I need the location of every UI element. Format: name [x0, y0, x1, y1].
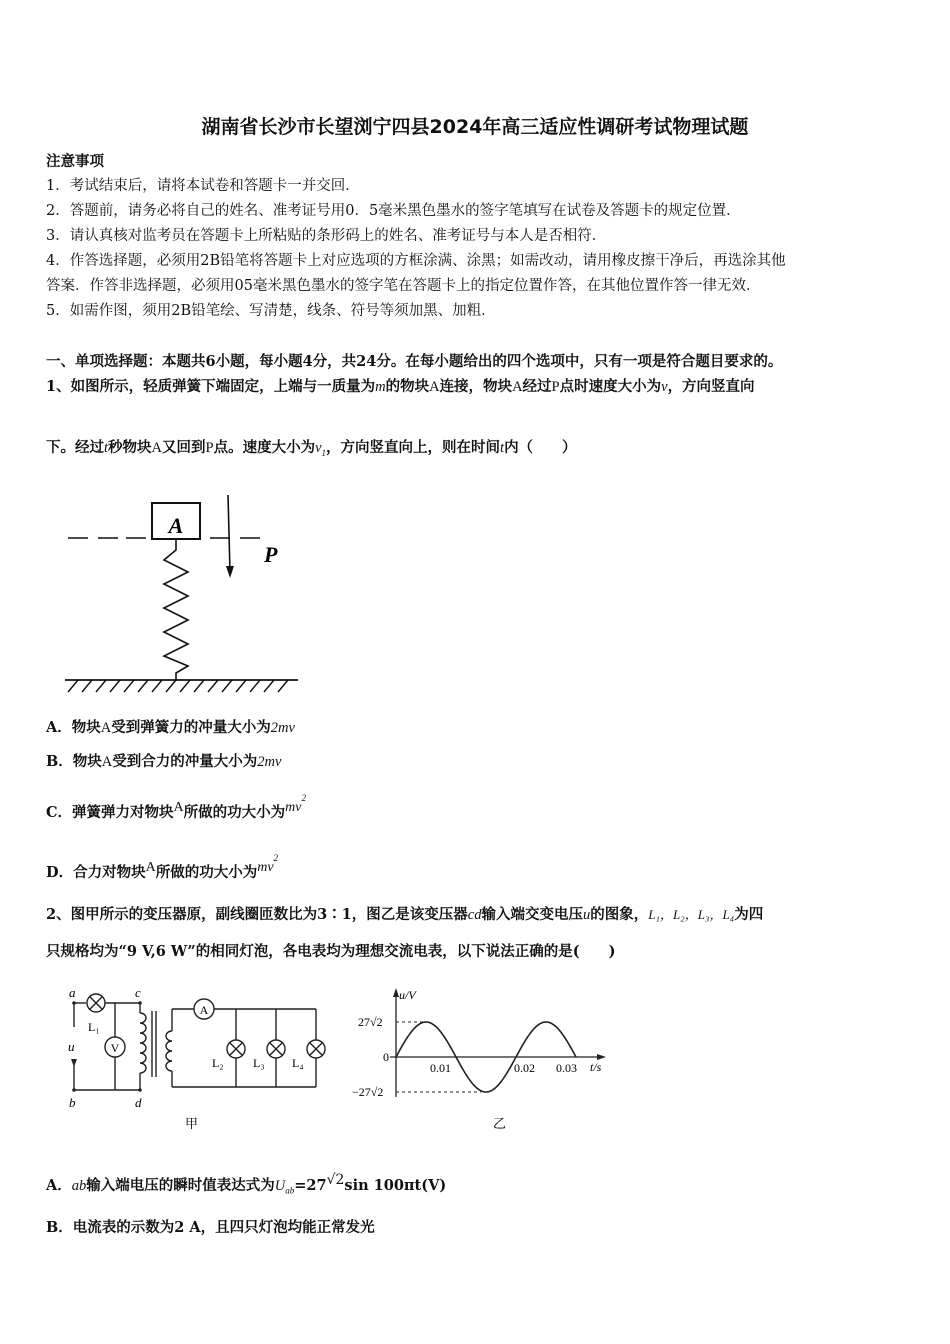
- y-tick-top: 27√2: [358, 1015, 383, 1029]
- q2-voltage-graph: [350, 985, 620, 1135]
- q2-circuit-figure: [60, 985, 330, 1135]
- notice-item: 2．答题前，请务必将自己的姓名、准考证号用0．5毫米黑色墨水的签字笔填写在试卷及答题卡的规定位置．: [46, 203, 741, 219]
- secondary-coil: [166, 1031, 172, 1071]
- notice-heading: 注意事项: [46, 153, 104, 170]
- arrow-head: [226, 566, 234, 578]
- u-arrow: [71, 1059, 77, 1067]
- y-axis-label: u/V: [399, 988, 416, 1002]
- q1-option-a: A．物块A受到弹簧力的冲量大小为2mv: [46, 719, 295, 736]
- point-label: P: [264, 542, 278, 567]
- label-L2: L₂: [212, 1056, 224, 1070]
- caption-yi: 乙: [493, 1116, 507, 1131]
- q1-spring-figure: [60, 490, 320, 700]
- notice-item: 4．作答选择题，必须用2B铅笔将答题卡上对应选项的方框涂满、涂黑；如需改动，请用橡皮擦干净后，再选涂其他: [46, 253, 786, 269]
- q2-option-b: B．电流表的示数为2 A，且四只灯泡均能正常发光: [46, 1219, 375, 1236]
- q1-option-b: B．物块A受到合力的冲量大小为2mv: [46, 753, 282, 770]
- velocity-arrow: [228, 495, 230, 572]
- x-tick-label: 0.01: [430, 1061, 451, 1075]
- y-tick-bottom: −27√2: [352, 1085, 384, 1099]
- spring: [164, 539, 188, 680]
- q2-stem-line1: 2、图甲所示的变压器原，副线圈匝数比为3∶1，图乙是该变压器cd输入端交变电压u的图象，L₁，L₂，L₃，L₄为四: [46, 906, 764, 923]
- label-L1: L₁: [88, 1020, 100, 1034]
- ground-hatch: [68, 680, 288, 692]
- q1-option-d: D．合力对物块$^A$所做的功大小为$^{mv2}$: [46, 853, 279, 881]
- x-tick-label: 0.03: [556, 1061, 577, 1075]
- label-L3: L₃: [253, 1056, 265, 1070]
- section-heading: 一、单项选择题：本题共6小题，每小题4分，共24分。在每小题给出的四个选项中，只有一项是符合题目要求的。: [46, 353, 783, 370]
- notice-item: 1．考试结束后，请将本试卷和答题卡一并交回．: [46, 178, 360, 194]
- q2-option-a: A．ab输入端电压的瞬时值表达式为$U_{ab}=27^{√2}\sin$ 100πt(V): [46, 1172, 447, 1196]
- q1-stem-line1: 1、如图所示，轻质弹簧下端固定，上端与一质量为m的物块A连接，物块A经过P点时速度大小为v，方向竖直向: [46, 378, 755, 395]
- label-d: d: [135, 1095, 142, 1110]
- q1-stem-line2: 下。经过t秒物块A又回到P点。速度大小为$v_1$，方向竖直向上，则在时间t内（ ）: [46, 439, 577, 458]
- page-title: 湖南省长沙市长望浏宁四县2024年高三适应性调研考试物理试题: [201, 116, 749, 138]
- label-u: u: [68, 1039, 75, 1054]
- label-c: c: [135, 985, 141, 1000]
- voltmeter-label: V: [110, 1041, 120, 1055]
- caption-jia: 甲: [185, 1116, 199, 1131]
- notice-item: 答案．作答非选择题，必须用05毫米黑色墨水的签字笔在答题卡上的指定位置作答，在其他位置作答一律无效．: [46, 278, 761, 294]
- y-tick-zero: 0: [383, 1050, 389, 1064]
- primary-coil: [140, 1013, 146, 1073]
- notice-item: 5．如需作图，须用2B铅笔绘、写清楚，线条、符号等须加黑、加粗．: [46, 303, 496, 319]
- block-label: A: [168, 513, 184, 538]
- label-L4: L₄: [292, 1056, 304, 1070]
- q2-stem-line2: 只规格均为“9 V,6 W”的相同灯泡，各电表均为理想交流电表，以下说法正确的是( ): [46, 943, 616, 960]
- x-tick-label: 0.02: [514, 1061, 535, 1075]
- notice-item: 3．请认真核对监考员在答题卡上所粘贴的条形码上的姓名、准考证号与本人是否相符．: [46, 228, 607, 244]
- label-b: b: [69, 1095, 76, 1110]
- ammeter-label: A: [199, 1003, 209, 1017]
- x-axis-label: t/s: [590, 1060, 602, 1074]
- label-a: a: [69, 985, 76, 1000]
- q1-option-c: C．弹簧弹力对物块$^A$所做的功大小为$^{mv2}$: [46, 793, 306, 821]
